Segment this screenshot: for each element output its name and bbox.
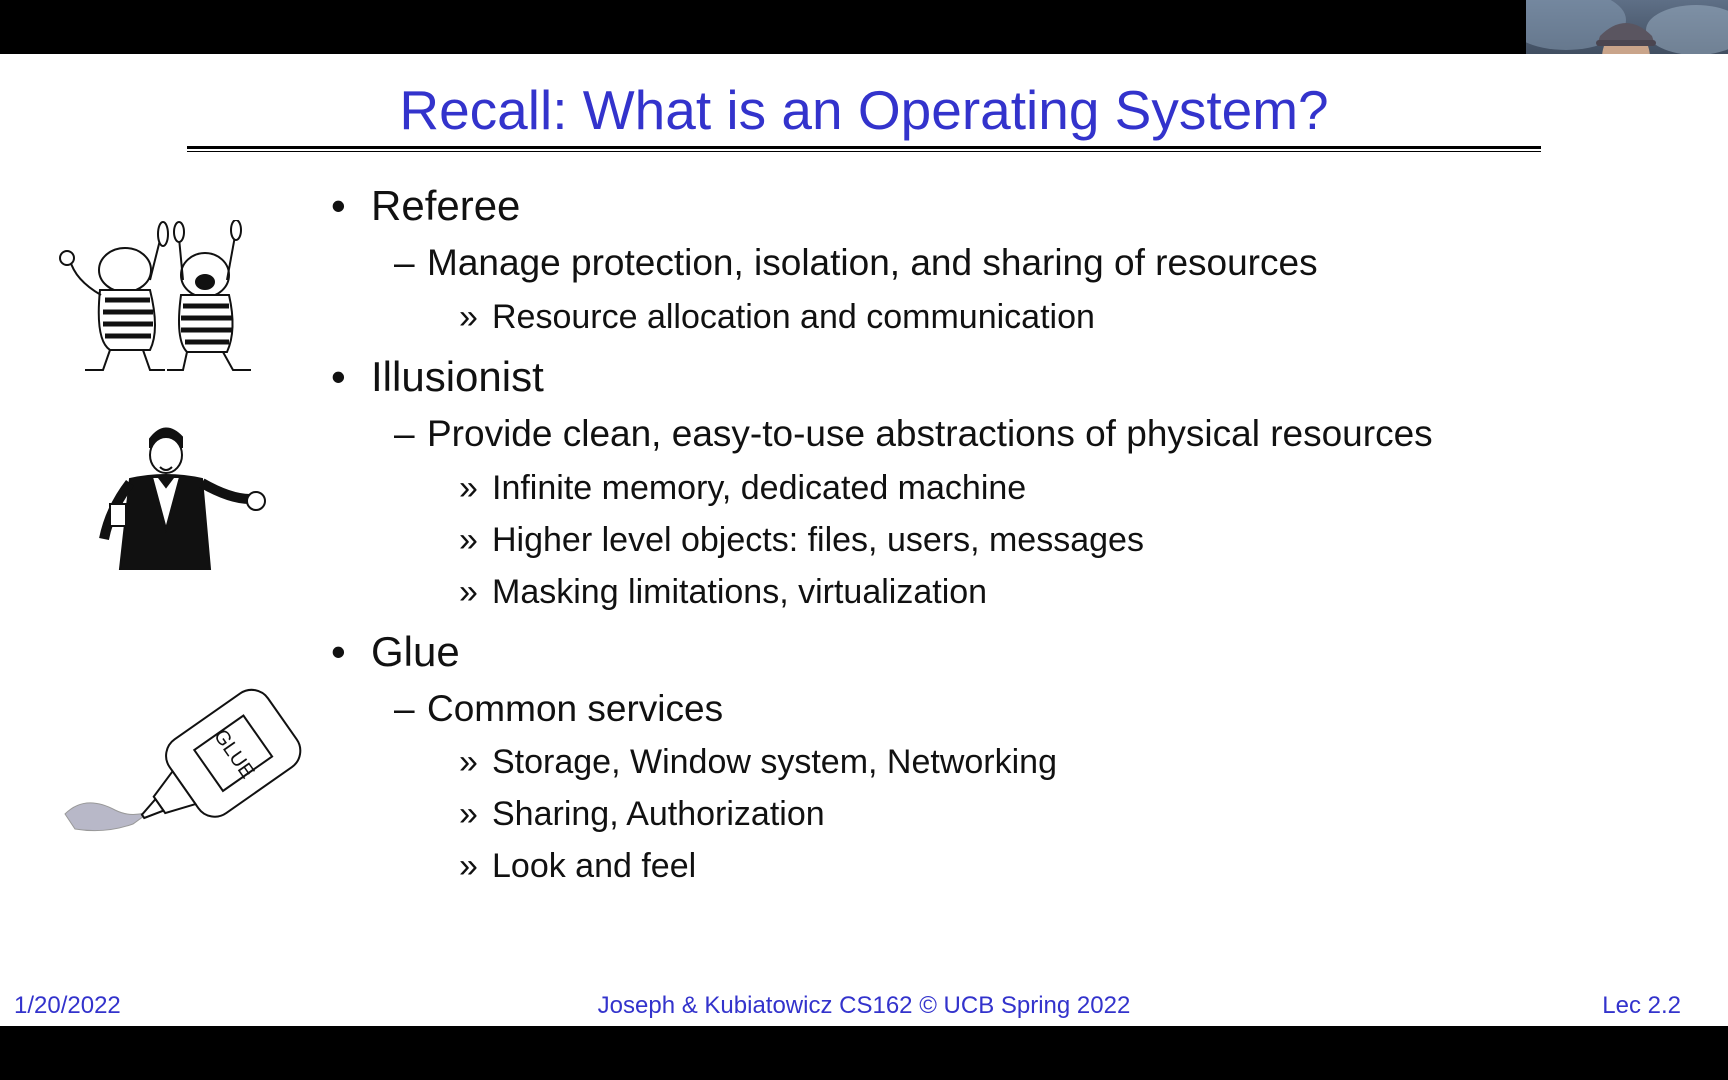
dash-marker: – — [394, 413, 415, 454]
chevron-marker: » — [459, 795, 478, 833]
bullet-marker: • — [331, 182, 346, 229]
detail-item — [459, 298, 1095, 337]
detail-text: Look and feel — [492, 847, 697, 885]
chevron-marker: » — [459, 469, 478, 507]
bottom-letterbox — [0, 1026, 1728, 1080]
chevron-marker: » — [459, 847, 478, 885]
sub-bullet — [394, 413, 1433, 455]
slide — [0, 54, 1728, 1026]
bullet-referee — [331, 182, 520, 230]
bullet-text: Illusionist — [371, 353, 544, 400]
sub-bullet-text: Common services — [427, 688, 724, 729]
dash-marker: – — [394, 242, 415, 283]
sub-bullet — [394, 688, 723, 730]
sub-bullet-text: Provide clean, easy-to-use abstractions of physical resources — [427, 413, 1433, 454]
bullet-illusionist — [331, 353, 544, 401]
detail-text: Masking limitations, virtualization — [492, 573, 988, 611]
bullet-glue — [331, 628, 460, 676]
chevron-marker: » — [459, 298, 478, 336]
detail-item — [459, 521, 1144, 560]
footer-date: 1/20/2022 — [14, 992, 121, 1019]
sub-bullet-text: Manage protection, isolation, and sharing of resources — [427, 242, 1318, 283]
chevron-marker: » — [459, 521, 478, 559]
detail-text: Higher level objects: files, users, messages — [492, 521, 1144, 559]
chevron-marker: » — [459, 743, 478, 781]
detail-item — [459, 795, 825, 834]
bullet-text: Glue — [371, 628, 460, 675]
bullet-marker: • — [331, 628, 346, 675]
slide-title: Recall: What is an Operating System? — [399, 79, 1329, 141]
detail-text: Resource allocation and communication — [492, 298, 1095, 336]
bullet-list — [0, 54, 1728, 1026]
footer-course: Joseph & Kubiatowicz CS162 © UCB Spring 2022 — [597, 992, 1131, 1019]
top-letterbox — [0, 0, 1728, 54]
sub-bullet — [394, 242, 1318, 284]
detail-item — [459, 573, 987, 612]
detail-item — [459, 743, 1057, 782]
footer-lecture-number: Lec 2.2 — [1602, 992, 1681, 1019]
dash-marker: – — [394, 688, 415, 729]
detail-item — [459, 469, 1026, 508]
detail-text: Infinite memory, dedicated machine — [492, 469, 1027, 507]
glue-label: GLUE — [209, 725, 259, 783]
detail-item — [459, 847, 696, 886]
bullet-marker: • — [331, 353, 346, 400]
detail-text: Sharing, Authorization — [492, 795, 825, 833]
bullet-text: Referee — [371, 182, 521, 229]
chevron-marker: » — [459, 573, 478, 611]
detail-text: Storage, Window system, Networking — [492, 743, 1057, 781]
